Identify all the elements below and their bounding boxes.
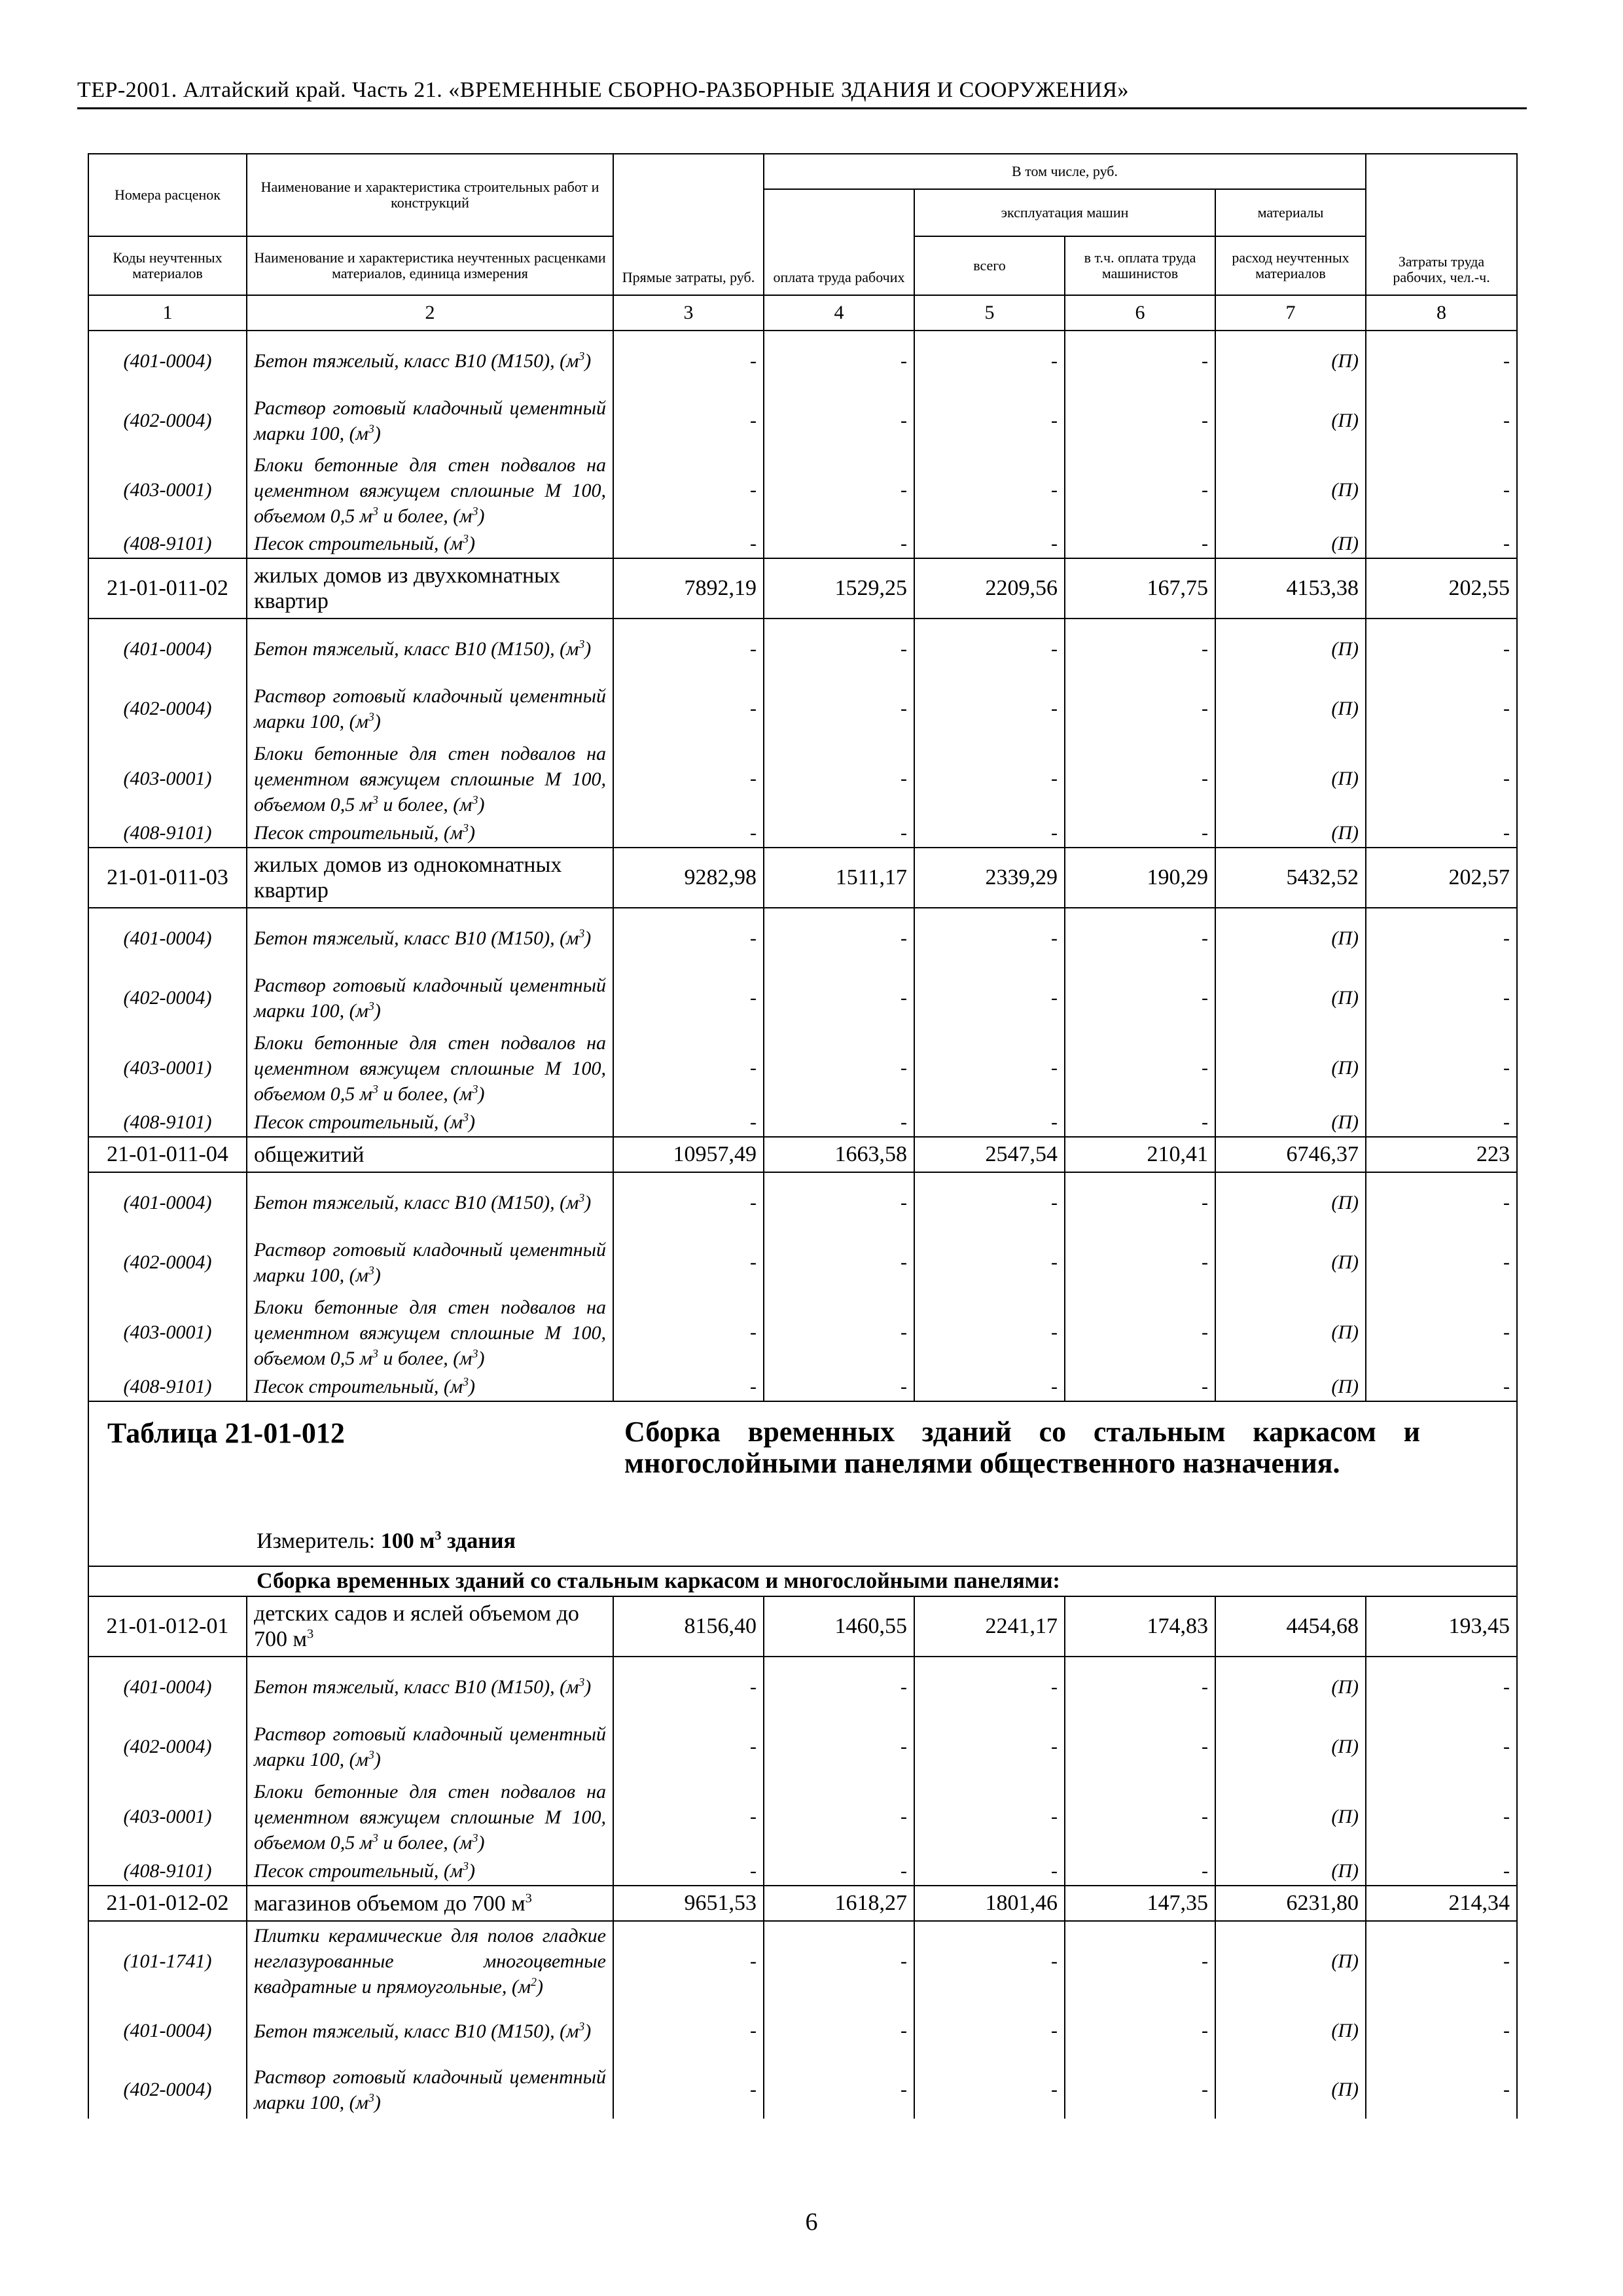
cell: - — [914, 1108, 1065, 1137]
direct-cost: 9651,53 — [613, 1886, 764, 1921]
material-code: (403-0001) — [88, 1293, 247, 1372]
cell: - — [1065, 1108, 1215, 1137]
rate-code: 21-01-011-02 — [88, 558, 247, 619]
material-row — [88, 1232, 1517, 1293]
wage: 1663,58 — [764, 1137, 914, 1172]
wage: 1460,55 — [764, 1596, 914, 1657]
cell: - — [1065, 1857, 1215, 1886]
materials-cost: 5432,52 — [1215, 848, 1366, 908]
cell: - — [914, 451, 1065, 529]
machinists-wage: 210,41 — [1065, 1137, 1215, 1172]
material-name: Блоки бетонные для стен подвалов на цементном вяжущем сплошные М 100, объемом 0,5 $м^3$ и более, $(м^3)$ — [247, 1028, 613, 1108]
rate-row — [88, 558, 1517, 619]
col-unacc-name-header: Наименование и характеристика неучтенных расценками материалов, единица измерения — [247, 236, 613, 295]
cell: - — [914, 529, 1065, 558]
direct-cost: 8156,40 — [613, 1596, 764, 1657]
material-row — [88, 679, 1517, 739]
cell: - — [764, 1293, 914, 1372]
labor: 202,55 — [1366, 558, 1517, 619]
cell: - — [1366, 819, 1517, 848]
material-row — [88, 739, 1517, 819]
cell: (П) — [1215, 1717, 1366, 1777]
machinists-wage: 147,35 — [1065, 1886, 1215, 1921]
material-name: Бетон тяжелый, класс B10 (М150), $(м^3)$ — [247, 619, 613, 679]
material-row — [88, 619, 1517, 679]
labor: 202,57 — [1366, 848, 1517, 908]
cell: (П) — [1215, 1777, 1366, 1857]
machinists-wage: 167,75 — [1065, 558, 1215, 619]
cell: (П) — [1215, 331, 1366, 391]
cell: - — [1065, 331, 1215, 391]
cell: - — [764, 739, 914, 819]
cell: - — [764, 1108, 914, 1137]
table-label: Таблица 21-01-012 — [107, 1417, 345, 1449]
machinists-wage: 174,83 — [1065, 1596, 1215, 1657]
rate-name: детских садов и яслей объемом до 700 $м^3$ — [247, 1596, 613, 1657]
material-name: Бетон тяжелый, класс B10 (М150), $(м^3)$ — [247, 331, 613, 391]
cell: - — [613, 1717, 764, 1777]
material-name: Бетон тяжелый, класс B10 (М150), $(м^3)$ — [247, 908, 613, 968]
cell: - — [613, 1172, 764, 1232]
cell: - — [1366, 331, 1517, 391]
col-number: 8 — [1366, 295, 1517, 331]
cell: - — [1366, 968, 1517, 1028]
cell: - — [1065, 739, 1215, 819]
cell: - — [1366, 1857, 1517, 1886]
section-header — [88, 1401, 1517, 1566]
material-row — [88, 1717, 1517, 1777]
cell: - — [1366, 529, 1517, 558]
rate-code: 21-01-011-04 — [88, 1137, 247, 1172]
cell: - — [764, 619, 914, 679]
machines-total: 2241,17 — [914, 1596, 1065, 1657]
cell: - — [1065, 1921, 1215, 2001]
cell: - — [764, 331, 914, 391]
material-name: Бетон тяжелый, класс B10 (М150), $(м^3)$ — [247, 1657, 613, 1717]
cell: - — [914, 1857, 1065, 1886]
cell: (П) — [1215, 1172, 1366, 1232]
material-name: Раствор готовый кладочный цементный марки 100, $(м^3)$ — [247, 1232, 613, 1293]
labor: 214,34 — [1366, 1886, 1517, 1921]
cell: - — [1065, 619, 1215, 679]
cell: - — [914, 331, 1065, 391]
material-code: (401-0004) — [88, 2001, 247, 2061]
cell: - — [1366, 391, 1517, 451]
cell: (П) — [1215, 1921, 1366, 2001]
material-name: Плитки керамические для полов гладкие неглазурованные многоцветные квадратные и прямоугольные, $(м^2)$ — [247, 1921, 613, 2001]
machines-total: 2209,56 — [914, 558, 1065, 619]
material-row — [88, 819, 1517, 848]
material-code: (408-9101) — [88, 819, 247, 848]
section-header-row — [88, 1401, 1517, 1566]
material-name: Раствор готовый кладочный цементный марки 100, $(м^3)$ — [247, 679, 613, 739]
cell: - — [613, 968, 764, 1028]
cell: - — [613, 451, 764, 529]
cell: - — [613, 1372, 764, 1401]
material-code: (401-0004) — [88, 619, 247, 679]
cell: - — [764, 1657, 914, 1717]
material-name: Бетон тяжелый, класс B10 (М150), $(м^3)$ — [247, 2001, 613, 2061]
cell: - — [1065, 1777, 1215, 1857]
col-total-header: всего — [914, 236, 1065, 295]
material-name: Раствор готовый кладочный цементный марки 100, $(м^3)$ — [247, 968, 613, 1028]
material-row — [88, 1372, 1517, 1401]
material-name: Песок строительный, $(м^3)$ — [247, 819, 613, 848]
cell: - — [1065, 1172, 1215, 1232]
material-code: (403-0001) — [88, 739, 247, 819]
material-row — [88, 2061, 1517, 2119]
cell: - — [1366, 1028, 1517, 1108]
material-row — [88, 451, 1517, 529]
cell: - — [613, 1777, 764, 1857]
cell: - — [1065, 1717, 1215, 1777]
cell: (П) — [1215, 2001, 1366, 2061]
materials-cost: 6746,37 — [1215, 1137, 1366, 1172]
cell: - — [1366, 1372, 1517, 1401]
cell: - — [1065, 1232, 1215, 1293]
cell: - — [613, 1857, 764, 1886]
material-name: Блоки бетонные для стен подвалов на цементном вяжущем сплошные М 100, объемом 0,5 $м^3$ и более, $(м^3)$ — [247, 1777, 613, 1857]
cell: - — [1366, 2061, 1517, 2119]
col-wage-header: оплата труда рабочих — [764, 189, 914, 295]
cell: (П) — [1215, 2061, 1366, 2119]
cell: - — [914, 819, 1065, 848]
material-code: (408-9101) — [88, 529, 247, 558]
col-unacc-cons-header: расход неучтенных материалов — [1215, 236, 1366, 295]
cell: - — [613, 1108, 764, 1137]
cell: - — [914, 1232, 1065, 1293]
col-materials-header: материалы — [1215, 189, 1366, 236]
rate-row — [88, 1886, 1517, 1921]
cell: - — [764, 968, 914, 1028]
material-row — [88, 908, 1517, 968]
cell: - — [613, 1293, 764, 1372]
material-code: (401-0004) — [88, 1172, 247, 1232]
cell: - — [1065, 1372, 1215, 1401]
material-name: Бетон тяжелый, класс B10 (М150), $(м^3)$ — [247, 1172, 613, 1232]
cell: - — [914, 619, 1065, 679]
col-number: 5 — [914, 295, 1065, 331]
cell: - — [764, 1028, 914, 1108]
materials-cost: 6231,80 — [1215, 1886, 1366, 1921]
group-title-row — [88, 1566, 1517, 1596]
direct-cost: 7892,19 — [613, 558, 764, 619]
cell: - — [1366, 1108, 1517, 1137]
rate-name: общежитий — [247, 1137, 613, 1172]
labor: 193,45 — [1366, 1596, 1517, 1657]
cell: - — [1366, 451, 1517, 529]
cell: - — [1065, 908, 1215, 968]
material-name: Песок строительный, $(м^3)$ — [247, 1372, 613, 1401]
col-name-header: Наименование и характеристика строительных работ и конструкций — [247, 154, 613, 236]
rate-row — [88, 848, 1517, 908]
cell: - — [1065, 968, 1215, 1028]
cell: - — [1065, 1028, 1215, 1108]
cell: - — [914, 1921, 1065, 2001]
material-name: Блоки бетонные для стен подвалов на цементном вяжущем сплошные М 100, объемом 0,5 $м^3$ и более, $(м^3)$ — [247, 739, 613, 819]
cell: - — [613, 1028, 764, 1108]
rate-row — [88, 1137, 1517, 1172]
cell: - — [764, 1777, 914, 1857]
cell: - — [1366, 679, 1517, 739]
cell: - — [914, 968, 1065, 1028]
direct-cost: 10957,49 — [613, 1137, 764, 1172]
cell: - — [914, 1372, 1065, 1401]
cell: - — [764, 391, 914, 451]
material-code: (402-0004) — [88, 1717, 247, 1777]
material-code: (402-0004) — [88, 2061, 247, 2119]
col-direct-header: Прямые затраты, руб. — [613, 154, 764, 295]
cell: (П) — [1215, 1857, 1366, 1886]
material-name: Раствор готовый кладочный цементный марки 100, $(м^3)$ — [247, 391, 613, 451]
material-name: Песок строительный, $(м^3)$ — [247, 1108, 613, 1137]
machinists-wage: 190,29 — [1065, 848, 1215, 908]
material-row — [88, 2001, 1517, 2061]
material-code: (401-0004) — [88, 331, 247, 391]
material-code: (403-0001) — [88, 1777, 247, 1857]
material-row — [88, 529, 1517, 558]
cell: - — [914, 739, 1065, 819]
group-title: Сборка временных зданий со стальным каркасом и многослойными панелями: — [88, 1566, 1517, 1596]
cell: - — [1065, 679, 1215, 739]
cell: - — [1366, 1172, 1517, 1232]
material-code: (101-1741) — [88, 1921, 247, 2001]
cell: (П) — [1215, 908, 1366, 968]
measure: Измеритель: 100 $м^3$ здания — [257, 1528, 516, 1553]
material-row — [88, 1293, 1517, 1372]
cell: - — [914, 391, 1065, 451]
rate-row — [88, 1596, 1517, 1657]
cell: - — [613, 529, 764, 558]
cell: (П) — [1215, 1028, 1366, 1108]
wage: 1618,27 — [764, 1886, 914, 1921]
cell: - — [914, 1717, 1065, 1777]
machines-total: 2339,29 — [914, 848, 1065, 908]
material-code: (408-9101) — [88, 1108, 247, 1137]
cell: - — [613, 1921, 764, 2001]
col-number: 6 — [1065, 295, 1215, 331]
cell: - — [764, 679, 914, 739]
cell: - — [1065, 1657, 1215, 1717]
cell: - — [1065, 819, 1215, 848]
cell: - — [1366, 1777, 1517, 1857]
rate-name: жилых домов из однокомнатных квартир — [247, 848, 613, 908]
cell: - — [914, 1777, 1065, 1857]
materials-cost: 4454,68 — [1215, 1596, 1366, 1657]
cell: - — [914, 1293, 1065, 1372]
col-incl-header: В том числе, руб. — [764, 154, 1366, 189]
materials-cost: 4153,38 — [1215, 558, 1366, 619]
material-code: (402-0004) — [88, 679, 247, 739]
col-number: 7 — [1215, 295, 1366, 331]
material-code: (403-0001) — [88, 1028, 247, 1108]
header-row-1 — [88, 154, 1517, 189]
cell: - — [1366, 619, 1517, 679]
rate-code: 21-01-012-02 — [88, 1886, 247, 1921]
cell: - — [613, 679, 764, 739]
col-number: 2 — [247, 295, 613, 331]
material-row — [88, 1921, 1517, 2001]
cell: (П) — [1215, 619, 1366, 679]
material-name: Блоки бетонные для стен подвалов на цементном вяжущем сплошные М 100, объемом 0,5 $м^3$ и более, $(м^3)$ — [247, 451, 613, 529]
material-row — [88, 1777, 1517, 1857]
rate-code: 21-01-012-01 — [88, 1596, 247, 1657]
material-code: (402-0004) — [88, 391, 247, 451]
material-code: (401-0004) — [88, 908, 247, 968]
cell: - — [914, 2001, 1065, 2061]
cell: - — [613, 819, 764, 848]
cell: - — [1366, 739, 1517, 819]
material-row — [88, 1108, 1517, 1137]
material-name: Блоки бетонные для стен подвалов на цементном вяжущем сплошные М 100, объемом 0,5 $м^3$ и более, $(м^3)$ — [247, 1293, 613, 1372]
cell: - — [1065, 2061, 1215, 2119]
cell: - — [1366, 1921, 1517, 2001]
cell: - — [1366, 1657, 1517, 1717]
material-row — [88, 1028, 1517, 1108]
labor: 223 — [1366, 1137, 1517, 1172]
rate-name: жилых домов из двухкомнатных квартир — [247, 558, 613, 619]
material-row — [88, 968, 1517, 1028]
cell: - — [613, 391, 764, 451]
column-numbers-row — [88, 295, 1517, 331]
cell: (П) — [1215, 1232, 1366, 1293]
cell: - — [1366, 908, 1517, 968]
material-row — [88, 391, 1517, 451]
wage: 1511,17 — [764, 848, 914, 908]
cell: (П) — [1215, 529, 1366, 558]
cell: - — [1065, 451, 1215, 529]
section-title: Сборка временных зданий со стальным каркасом и многослойными панелями общественного назначения. — [624, 1416, 1420, 1479]
material-name: Песок строительный, $(м^3)$ — [247, 529, 613, 558]
direct-cost: 9282,98 — [613, 848, 764, 908]
cell: - — [1366, 1717, 1517, 1777]
rates-table — [88, 153, 1518, 2119]
col-machines-header: эксплуатация машин — [914, 189, 1215, 236]
col-number: 3 — [613, 295, 764, 331]
cell: - — [764, 451, 914, 529]
material-name: Раствор готовый кладочный цементный марки 100, $(м^3)$ — [247, 1717, 613, 1777]
cell: - — [764, 2061, 914, 2119]
material-code: (401-0004) — [88, 1657, 247, 1717]
material-name: Песок строительный, $(м^3)$ — [247, 1857, 613, 1886]
cell: - — [1366, 1232, 1517, 1293]
cell: - — [764, 908, 914, 968]
cell: - — [1065, 391, 1215, 451]
cell: - — [1366, 2001, 1517, 2061]
cell: - — [914, 1172, 1065, 1232]
col-codes-header: Коды неучтенных материалов — [88, 236, 247, 295]
cell: - — [764, 1172, 914, 1232]
material-name: Раствор готовый кладочный цементный марки 100, $(м^3)$ — [247, 2061, 613, 2119]
material-row — [88, 1857, 1517, 1886]
cell: - — [764, 1921, 914, 2001]
cell: (П) — [1215, 739, 1366, 819]
cell: - — [764, 529, 914, 558]
material-code: (402-0004) — [88, 968, 247, 1028]
material-code: (403-0001) — [88, 451, 247, 529]
cell: (П) — [1215, 968, 1366, 1028]
cell: - — [613, 1657, 764, 1717]
cell: (П) — [1215, 819, 1366, 848]
cell: (П) — [1215, 451, 1366, 529]
cell: - — [914, 1657, 1065, 1717]
col-labor-header: Затраты труда рабочих, чел.-ч. — [1366, 154, 1517, 295]
material-code: (402-0004) — [88, 1232, 247, 1293]
cell: - — [764, 2001, 914, 2061]
cell: - — [613, 331, 764, 391]
rate-name: магазинов объемом до 700 $м^3$ — [247, 1886, 613, 1921]
col-number: 1 — [88, 295, 247, 331]
cell: - — [613, 2061, 764, 2119]
cell: (П) — [1215, 1293, 1366, 1372]
cell: - — [914, 908, 1065, 968]
col-number: 4 — [764, 295, 914, 331]
material-row — [88, 1172, 1517, 1232]
cell: (П) — [1215, 1108, 1366, 1137]
wage: 1529,25 — [764, 558, 914, 619]
col-num-rate-header: Номера расценок — [88, 154, 247, 236]
machines-total: 1801,46 — [914, 1886, 1065, 1921]
machines-total: 2547,54 — [914, 1137, 1065, 1172]
cell: - — [764, 1717, 914, 1777]
cell: - — [764, 819, 914, 848]
cell: - — [914, 1028, 1065, 1108]
cell: - — [914, 679, 1065, 739]
cell: - — [613, 619, 764, 679]
cell: - — [613, 1232, 764, 1293]
cell: - — [1065, 2001, 1215, 2061]
material-row — [88, 1657, 1517, 1717]
material-code: (408-9101) — [88, 1372, 247, 1401]
cell: (П) — [1215, 679, 1366, 739]
cell: (П) — [1215, 1372, 1366, 1401]
cell: - — [1065, 529, 1215, 558]
cell: (П) — [1215, 391, 1366, 451]
rate-code: 21-01-011-03 — [88, 848, 247, 908]
cell: - — [764, 1857, 914, 1886]
material-code: (408-9101) — [88, 1857, 247, 1886]
cell: - — [914, 2061, 1065, 2119]
cell: - — [613, 908, 764, 968]
cell: - — [613, 2001, 764, 2061]
cell: (П) — [1215, 1657, 1366, 1717]
page-header: ТЕР-2001. Алтайский край. Часть 21. «ВРЕМЕННЫЕ СБОРНО-РАЗБОРНЫЕ ЗДАНИЯ И СООРУЖЕНИЯ» — [77, 73, 1527, 109]
cell: - — [1366, 1293, 1517, 1372]
page-number: 6 — [805, 2208, 818, 2236]
cell: - — [613, 739, 764, 819]
material-row — [88, 331, 1517, 391]
cell: - — [764, 1232, 914, 1293]
col-incl-mach-header: в т.ч. оплата труда машинистов — [1065, 236, 1215, 295]
cell: - — [1065, 1293, 1215, 1372]
cell: - — [764, 1372, 914, 1401]
